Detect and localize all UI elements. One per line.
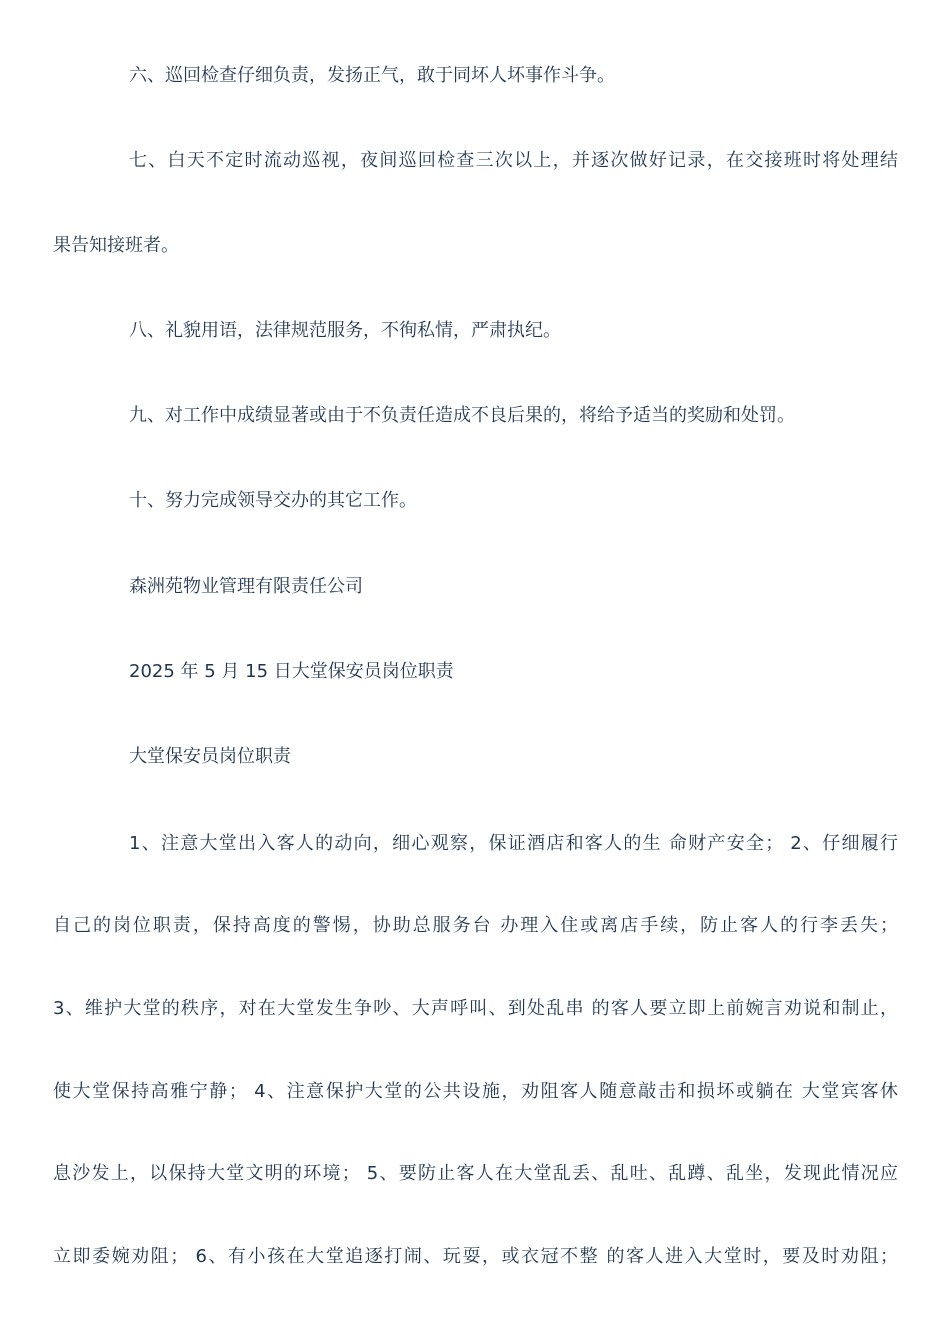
company-name: 森洲苑物业管理有限责任公司 bbox=[129, 576, 363, 597]
date-heading: 2025 年 5 月 15 日大堂保安员岗位职责 bbox=[129, 661, 454, 682]
text-line: 使大堂保持高雅宁静； 4、注意保护大堂的公共设施，劝阻客人随意敲击和损坏或躺在 大堂宾客休 bbox=[53, 1081, 898, 1102]
text-line: 八、礼貌用语，法律规范服务，不徇私情，严肃执纪。 bbox=[129, 320, 561, 341]
text-line: 六、巡回检查仔细负责，发扬正气，敢于同坏人坏事作斗争。 bbox=[129, 65, 615, 86]
text-line: 果告知接班者。 bbox=[53, 235, 179, 256]
text-line: 息沙发上，以保持大堂文明的环境； 5、要防止客人在大堂乱丢、乱吐、乱蹲、乱坐，发现此情况应 bbox=[53, 1163, 898, 1184]
text-line: 九、对工作中成绩显著或由于不负责任造成不良后果的，将给予适当的奖励和处罚。 bbox=[129, 405, 795, 426]
section-title: 大堂保安员岗位职责 bbox=[129, 746, 291, 767]
text-line: 1、注意大堂出入客人的动向，细心观察，保证酒店和客人的生 命财产安全； 2、仔细履行 bbox=[129, 833, 898, 854]
text-line: 立即委婉劝阻； 6、有小孩在大堂追逐打闹、玩耍，或衣冠不整 的客人进入大堂时，要及时劝阻； bbox=[53, 1246, 898, 1267]
text-line: 十、努力完成领导交办的其它工作。 bbox=[129, 490, 417, 511]
text-line: 七、白天不定时流动巡视，夜间巡回检查三次以上，并逐次做好记录，在交接班时将处理结 bbox=[129, 150, 898, 171]
text-line: 3、维护大堂的秩序，对在大堂发生争吵、大声呼叫、到处乱串 的客人要立即上前婉言劝说和制止， bbox=[53, 998, 898, 1019]
text-line: 自己的岗位职责，保持高度的警惕，协助总服务台 办理入住或离店手续，防止客人的行李丢失； bbox=[53, 915, 898, 936]
